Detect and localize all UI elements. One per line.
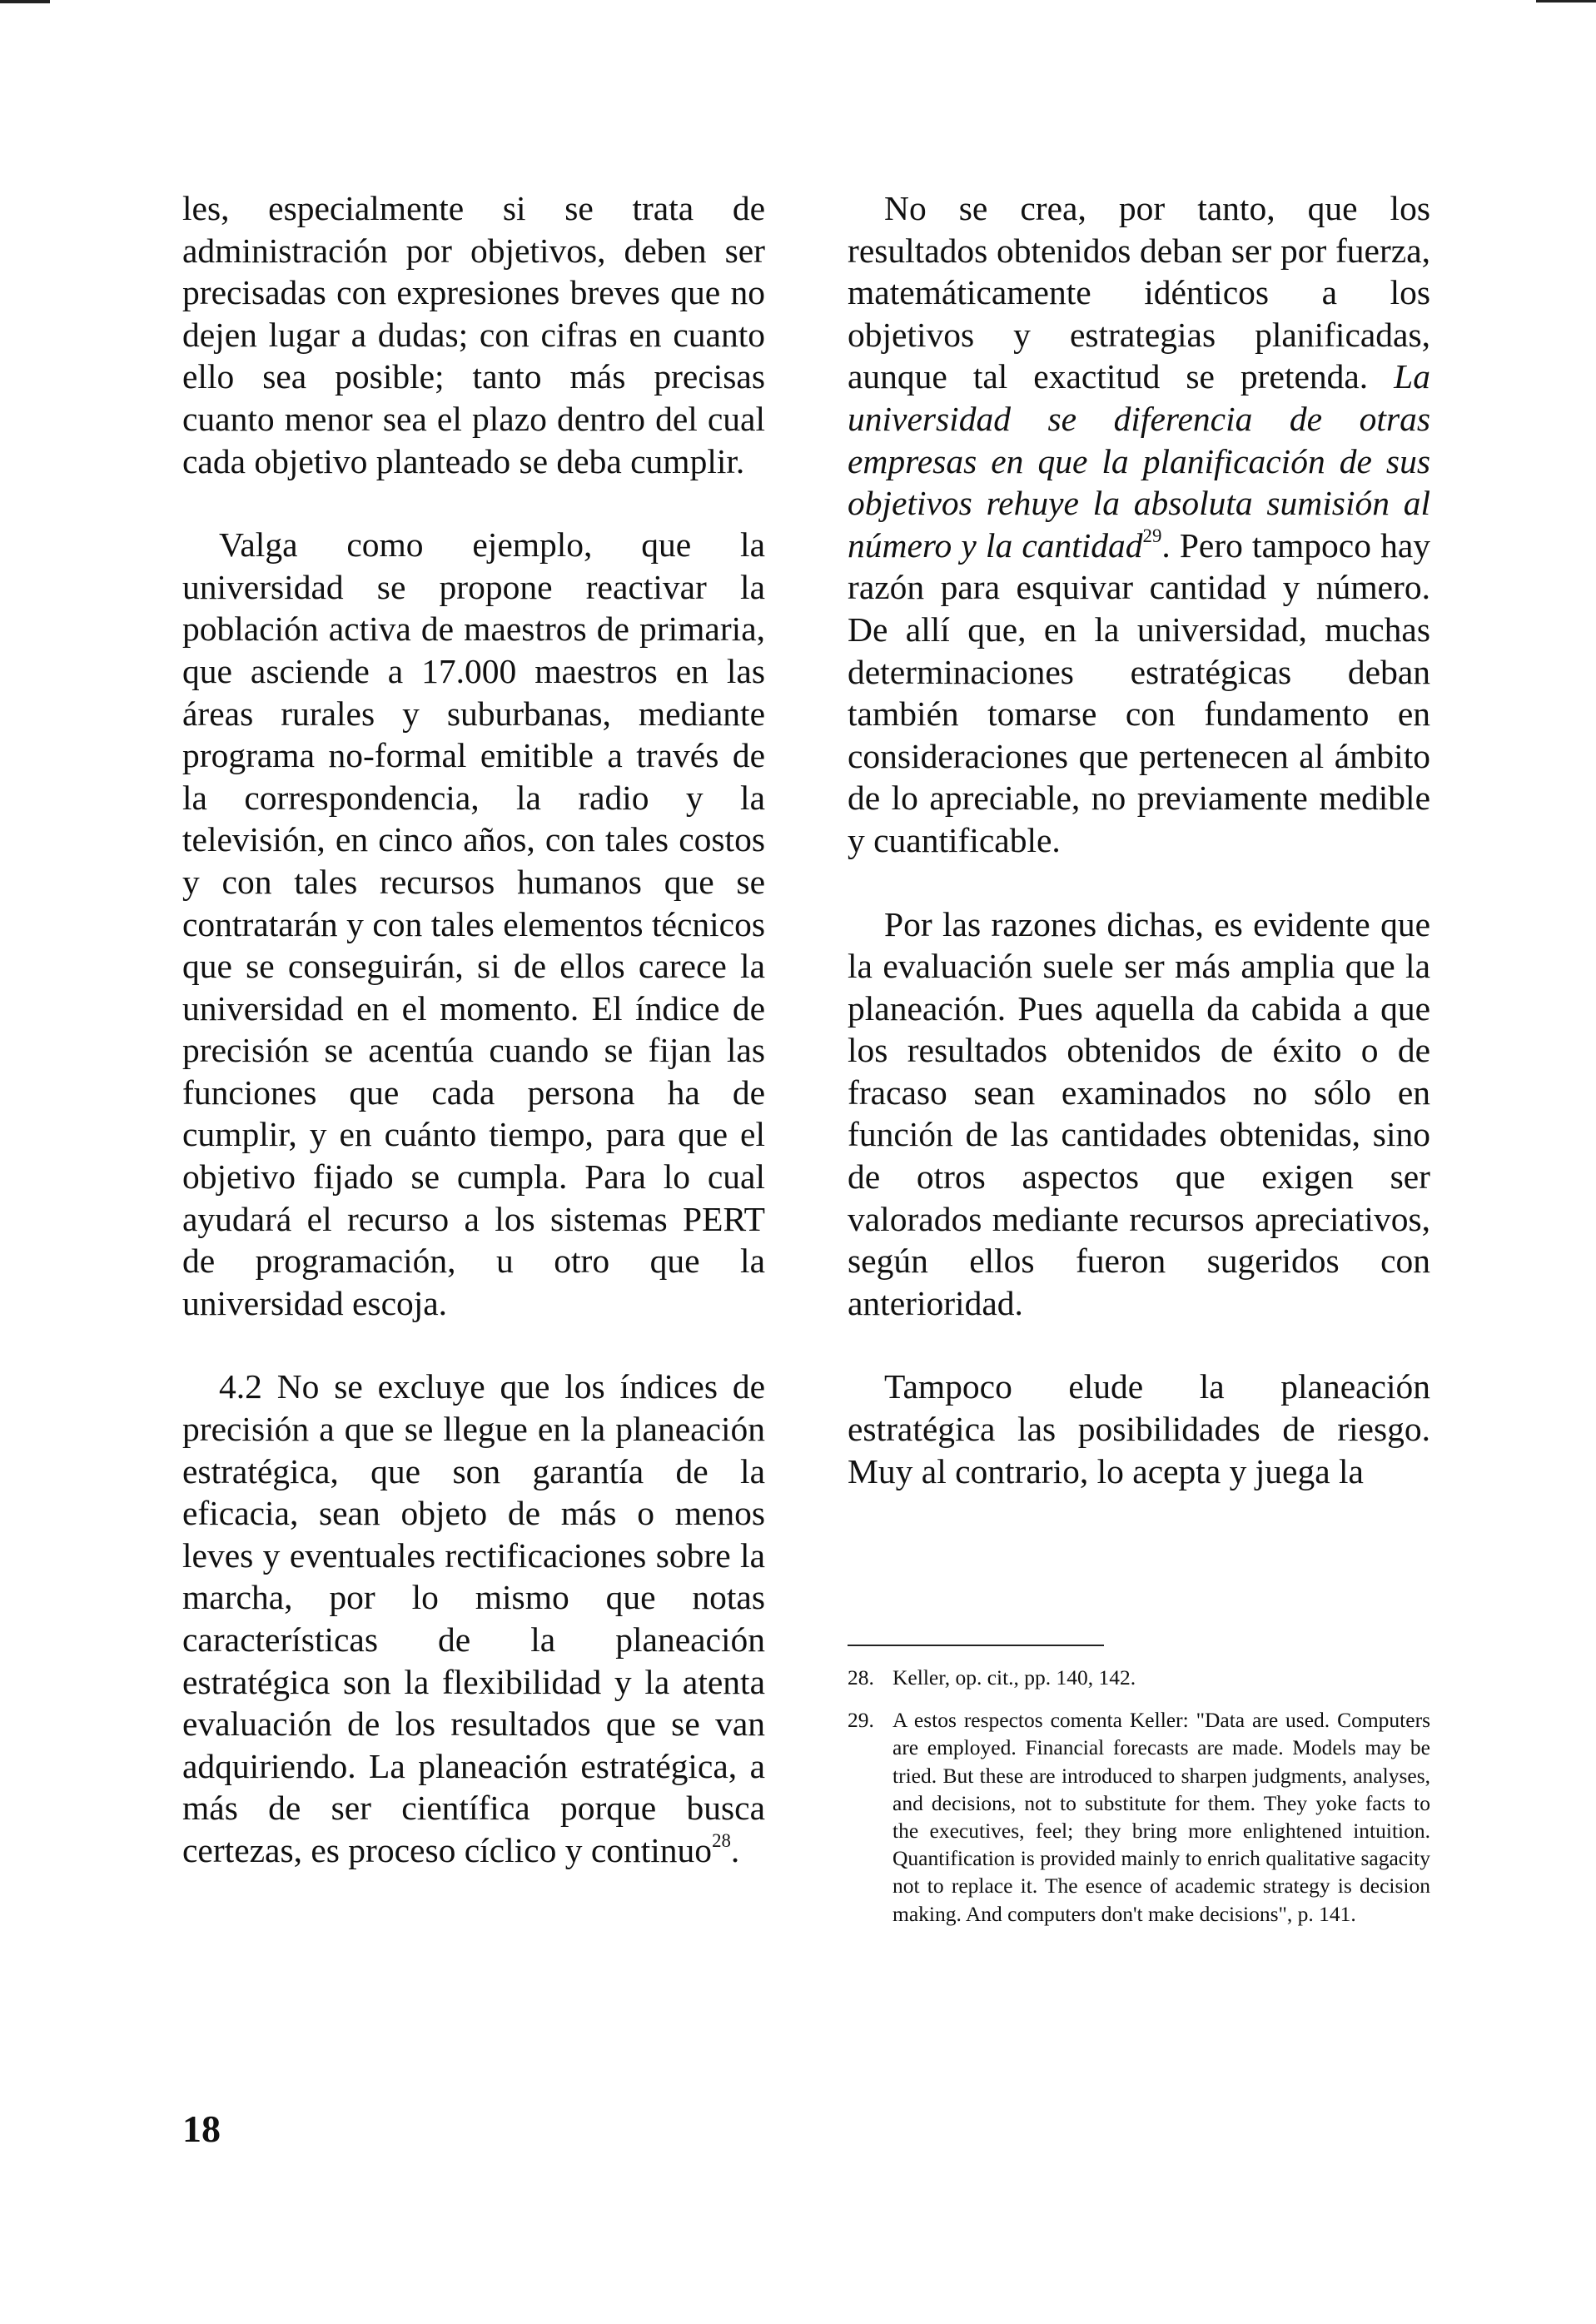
footnote-number: 29. bbox=[848, 1708, 874, 1733]
left-paragraph-3-text: 4.2 No se excluye que los índices de precisión a que se llegue en la planeación estratégica, que son garantía de la eficacia, sean objeto de más o menos leves y eventuales rectificaciones sobre la marcha, por lo mismo que notas características de la planeación estratégica son la flexibilidad y la atenta evaluación de los resultados que se van adquiriendo. La planeación estratégica, a más de ser científica porque busca certezas, es proceso cíclico y continuo bbox=[182, 1367, 765, 1869]
footnote-text: A estos respectos comenta Keller: "Data are used. Computers are employed. Financial forecasts are made. Models may be tried. But these are introduced to sharpen judgments, analyses, and decisions, not to substitute for them. They yoke facts to the executives, feel; they bring more enlightened intuition. Quantification is provided mainly to enrich qualitative sagacity not to replace it. The esence of academic strategy is decision making. And computers don't make decisions", p. 141. bbox=[892, 1708, 1430, 1926]
right-paragraph-2: Por las razones dichas, es evidente que la evaluación suele ser más amplia que la planeación. Pues aquella da cabida a que los resultados obtenidos de éxito o de fracaso sean examinados no sólo en función de las cantidades obtenidas, sino de otros aspectos que exigen ser valorados mediante recursos apreciativos, según ellos fueron sugeridos con anterioridad. bbox=[848, 904, 1430, 1322]
footnote-ref-29: 29 bbox=[1142, 525, 1162, 546]
left-paragraph-3 bbox=[182, 1366, 765, 1871]
left-column bbox=[182, 187, 765, 1872]
footnote-number: 28. bbox=[848, 1665, 874, 1690]
footnotes bbox=[848, 1664, 1430, 1943]
right-paragraph-1-italic: La universidad se diferencia de otras empresas en que la planificación de sus objetivos rehuye la absoluta sumisión al número y la cantidad bbox=[848, 357, 1430, 565]
right-column bbox=[848, 187, 1430, 1492]
footnote-ref-28: 28 bbox=[712, 1829, 731, 1851]
scan-corner-mark-left bbox=[0, 0, 50, 3]
left-paragraph-3-end: . bbox=[730, 1830, 740, 1869]
right-paragraph-3: Tampoco elude la planeación estratégica las posibilidades de riesgo. Muy al contrario, lo acepta y juega la bbox=[848, 1367, 1430, 1490]
scan-corner-mark-right bbox=[1536, 0, 1596, 2]
left-paragraph-2: Valga como ejemplo, que la universidad se propone reactivar la población activa de maestros de primaria, que asciende a 17.000 maestros en las áreas rurales y suburbanas, mediante programa no-formal emitible a través de la correspondencia, la radio y la televisión, en cinco años, con tales costos y con tales recursos humanos que se contratarán y con tales elementos técnicos que se conseguirán, si de ellos carece la universidad en el momento. El índice de precisión se acentúa cuando se fijan las funciones que cada persona ha de cumplir, y en cuánto tiempo, para que el objetivo fijado se cumpla. Para lo cual ayudará el recurso a los sistemas PERT de programación, u otro que la universidad escoja. bbox=[182, 525, 765, 1322]
right-paragraph-1 bbox=[848, 187, 1430, 862]
footnote-28 bbox=[848, 1664, 1430, 1691]
footnote-29 bbox=[848, 1706, 1430, 1928]
right-paragraph-1-start: No se crea, por tanto, que los resultados obtenidos deban ser por fuerza, matemáticamente idénticos a los objetivos y estrategias planificadas, aunque tal exactitud se pretenda. bbox=[848, 189, 1430, 396]
left-paragraph-1: les, especialmente si se trata de administración por objetivos, deben ser precisadas con expresiones breves que no dejen lugar a dudas; con cifras en cuanto ello sea posible; tanto más precisas cuanto menor sea el plazo dentro del cual cada objetivo planteado se deba cumplir. bbox=[182, 189, 765, 480]
footnote-text: Keller, op. cit., pp. 140, 142. bbox=[892, 1665, 1136, 1690]
page-number: 18 bbox=[182, 2108, 221, 2150]
right-paragraph-1-end: . Pero tampoco hay razón para esquivar cantidad y número. De allí que, en la universidad, muchas determinaciones estratégicas deban también tomarse con fundamento en consideraciones que pertenecen al ámbito de lo apreciable, no previamente medible y cuantificable. bbox=[848, 525, 1430, 859]
footnote-divider bbox=[848, 1645, 1104, 1646]
